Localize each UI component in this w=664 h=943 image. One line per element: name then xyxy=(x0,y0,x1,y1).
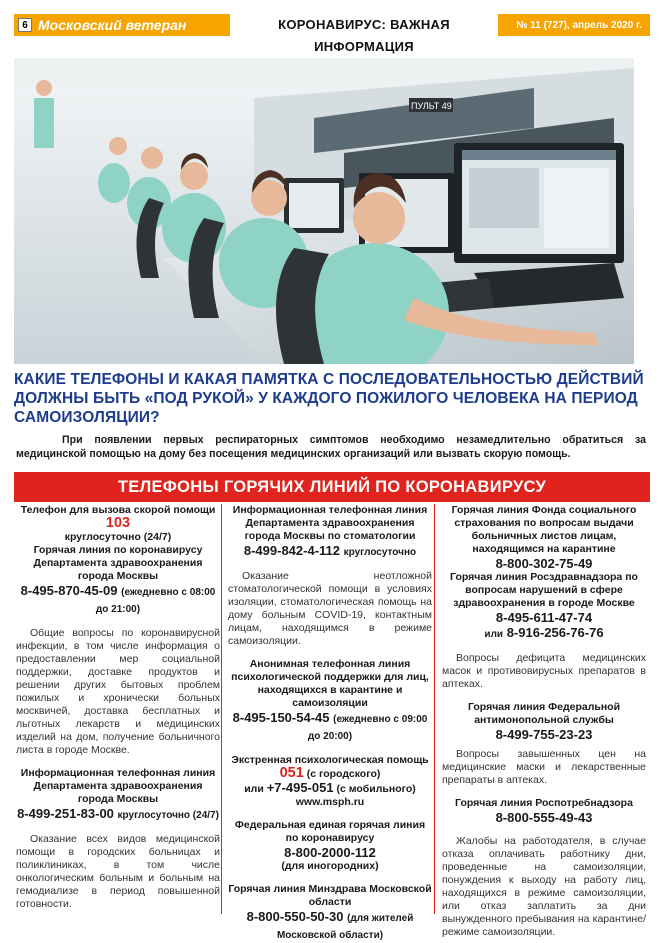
mo-number: 8-800-550-50-30 xyxy=(246,909,344,924)
fed-number: 8-800-2000-112 xyxy=(284,845,376,860)
call-center-photo xyxy=(14,58,634,364)
fss-title: Горячая линия Фонда социального страхования по вопросам выдачи больничных листов лицам, находящимся на карантине xyxy=(451,504,637,555)
fas-number: 8-499-755-23-23 xyxy=(495,727,593,742)
info-line-text: Оказание всех видов медицинской помощи в городских больницах и поликлиниках, в том числе онкологическим больным и больным на гемодиализе в период повышенной готовности. xyxy=(16,833,220,910)
column-3 xyxy=(442,504,646,939)
ambulance-number-wrap xyxy=(16,517,220,531)
page-number: 6 xyxy=(18,18,32,32)
stom-hours: круглосуточно xyxy=(343,547,417,558)
newspaper-name: Московский ветеран xyxy=(38,17,187,33)
mo-title: Горячая линия Минздрава Московской области xyxy=(228,883,432,908)
column-divider xyxy=(434,504,435,914)
anon-title: Анонимная телефонная линия психологической поддержки для лиц, находящихся в карантине и самоизоляции xyxy=(231,658,429,709)
info-line-hours: круглосуточно (24/7) xyxy=(117,810,219,821)
psy-mobile-number: +7-495-051 xyxy=(266,780,334,795)
psy-city: (с городского) xyxy=(306,768,381,780)
hotlines-band-title: ТЕЛЕФОНЫ ГОРЯЧИХ ЛИНИЙ ПО КОРОНАВИРУСУ xyxy=(14,472,650,502)
ambulance-number: 103 xyxy=(105,515,131,531)
anon-number-wrap xyxy=(228,710,432,744)
info-line-title: Информационная телефонная линия Департамента здравоохранения города Москвы xyxy=(20,767,216,805)
anon-hours: (ежедневно с 09:00 до 20:00) xyxy=(307,714,428,742)
fas-title: Горячая линия Федеральной антимонопольной службы xyxy=(467,701,621,726)
dz-hotline-number-wrap xyxy=(16,583,220,617)
psy-site: www.msph.ru xyxy=(295,796,365,808)
stom-text: Оказание неотложной стоматологической помощи в условиях изоляции, стоматологическая помощь на дому больным COVID-19, контактным лицам, находящимся в режиме самоизоляции. xyxy=(228,570,432,647)
rzn-text: Вопросы дефицита медицинских масок и противовирусных препаратов в аптеках. xyxy=(442,652,646,690)
psy-or: или xyxy=(244,783,264,795)
psy-title: Экстренная психологическая помощь xyxy=(231,754,429,766)
psy-mobile-note: (с мобильного) xyxy=(336,783,416,795)
ambulance-hours: круглосуточно (24/7) xyxy=(64,531,172,543)
dz-hotline-text: Общие вопросы по коронавирусной инфекции, в том числе информация о предоставлении мер социальной поддержки, доставке продуктов и решении других бытовых проблем пожилых и хронически больных москвичей, доставка бесплатных и льготных лекарств и медицинских изделий на дом, получение больничного листа в городе Москве. xyxy=(16,627,220,756)
rzn-number-1: 8-495-611-47-74 xyxy=(495,610,593,625)
mo-number-wrap xyxy=(228,909,432,943)
issue-info: № 11 (727), апрель 2020 г. xyxy=(516,19,642,31)
stom-number: 8-499-842-4-112 xyxy=(243,543,341,558)
column-2 xyxy=(228,504,432,943)
psy-mobile-wrap xyxy=(228,781,432,796)
rpn-title: Горячая линия Роспотребнадзора xyxy=(455,797,633,809)
fed-title: Федеральная единая горячая линия по коронавирусу xyxy=(234,819,426,844)
dz-hotline-title: Горячая линия по коронавирусу Департамента здравоохранения города Москвы xyxy=(33,544,203,582)
article-lead: При появлении первых респираторных симптомов необходимо незамедлительно обратиться за медицинской помощью на дому без посещения медицинских организаций или вызвать скорую помощь. xyxy=(16,434,646,460)
fas-text: Вопросы завышенных цен на медицинские маски и лекарственные препараты в аптеках. xyxy=(442,748,646,786)
anon-number: 8-495-150-54-45 xyxy=(232,710,330,725)
call-center-illustration xyxy=(14,58,634,364)
psy-number-wrap xyxy=(228,767,432,781)
rzn-number-2: 8-916-256-76-76 xyxy=(506,625,604,640)
page-header xyxy=(14,14,650,54)
fss-number: 8-800-302-75-49 xyxy=(495,556,593,571)
rzn-number-2-wrap xyxy=(442,625,646,642)
stom-number-wrap xyxy=(228,543,432,560)
dz-hotline-hours: (ежедневно с 08:00 до 21:00) xyxy=(95,587,216,615)
rpn-number: 8-800-555-49-43 xyxy=(495,810,593,825)
column-1 xyxy=(16,504,220,911)
rzn-title: Горячая линия Росздравнадзора по вопросам нарушений в сфере здравоохранения в городе Москве xyxy=(450,571,638,609)
rpn-text: Жалобы на работодателя, в случае отказа оплачивать работнику дни, проведенные на самоизоляции, понуждения к выходу на работу лиц, находящихся в режиме самоизоляции, или отказ заплатить за дни вынужденного пребывания на карантине/режиме самоизоляции. xyxy=(442,835,646,938)
rzn-or: или xyxy=(484,629,504,640)
info-line-number: 8-499-251-83-00 xyxy=(17,806,114,821)
dz-hotline-number: 8-495-870-45-09 xyxy=(20,583,118,598)
pult-sign: ПУЛЬТ 49 xyxy=(411,101,452,111)
column-divider xyxy=(221,504,222,914)
info-line-number-wrap xyxy=(16,806,220,823)
section-title: КОРОНАВИРУС: ВАЖНАЯ ИНФОРМАЦИЯ xyxy=(230,14,498,36)
stom-title: Информационная телефонная линия Департамента здравоохранения города Москвы по стоматологии xyxy=(232,504,428,542)
psy-number: 051 xyxy=(279,765,304,781)
ambulance-title: Телефон для вызова скорой помощи xyxy=(20,504,216,516)
mo-note: (для жителей Московской области) xyxy=(276,913,414,941)
article-headline: КАКИЕ ТЕЛЕФОНЫ И КАКАЯ ПАМЯТКА С ПОСЛЕДОВАТЕЛЬНОСТЬЮ ДЕЙСТВИЙ ДОЛЖНЫ БЫТЬ «ПОД РУКОЙ» У КАЖДОГО ПОЖИЛОГО ЧЕЛОВЕКА НА ПЕРИОД САМОИЗОЛЯЦИИ? xyxy=(14,371,644,426)
fed-note: (для иногородних) xyxy=(281,860,379,872)
